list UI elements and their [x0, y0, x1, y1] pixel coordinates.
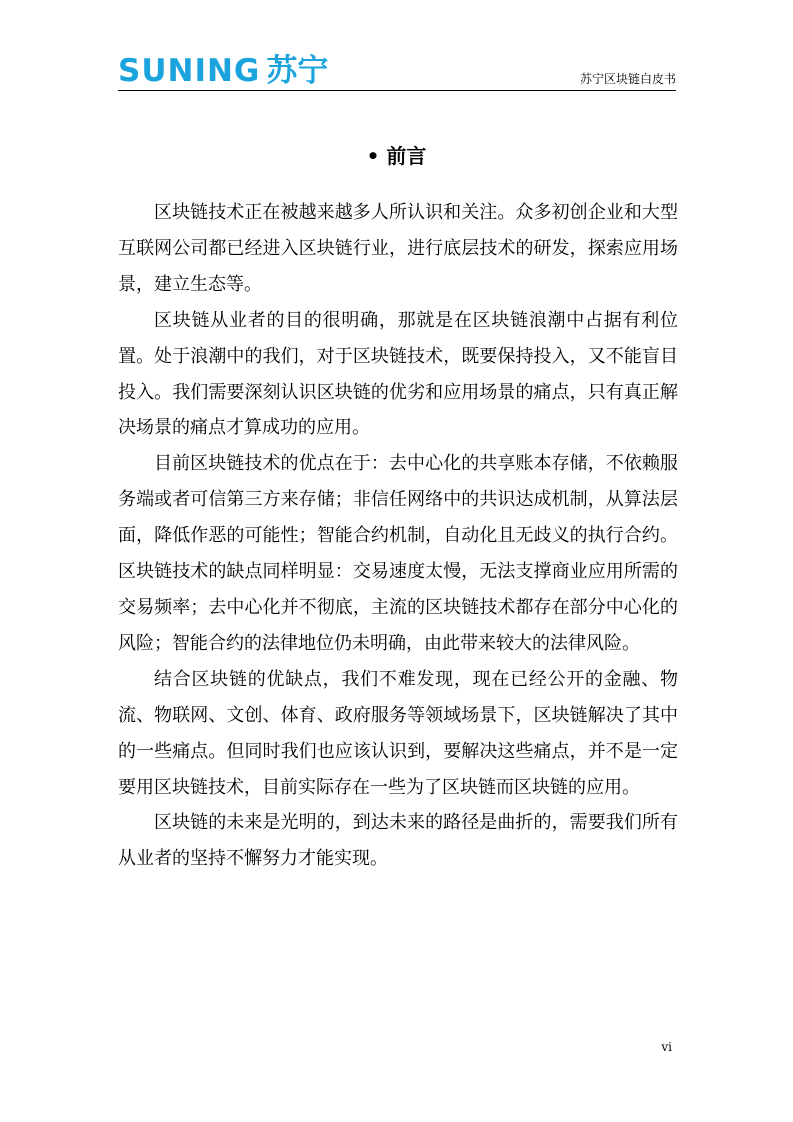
- paragraph: 结合区块链的优缺点，我们不难发现，现在已经公开的金融、物流、物联网、文创、体育、政府服务等领域场景下，区块链解决了其中的一些痛点。但同时我们也应该认识到，要解决这些痛点，并不是一定要用区块链技术，目前实际存在一些为了区块链而区块链的应用。: [118, 668, 678, 798]
- paragraph: 区块链的未来是光明的，到达未来的路径是曲折的，需要我们所有从业者的坚持不懈努力才能实现。: [118, 812, 678, 870]
- paragraph: 区块链从业者的目的很明确，那就是在区块链浪潮中占据有利位置。处于浪潮中的我们，对于区块链技术，既要保持投入，又不能盲目投入。我们需要深刻认识区块链的优劣和应用场景的痛点，只有真正解决场景的痛点才算成功的应用。: [118, 309, 678, 439]
- paragraph: 区块链技术正在被越来越多人所认识和关注。众多初创企业和大型互联网公司都已经进入区块链行业，进行底层技术的研发，探索应用场景，建立生态等。: [118, 202, 678, 295]
- page-number: vi: [661, 1040, 672, 1054]
- logo-text: SUNING: [118, 53, 261, 89]
- page-header: [118, 52, 676, 91]
- document-title: 苏宁区块链白皮书: [579, 72, 676, 86]
- logo-text-cn: 苏宁: [266, 53, 329, 89]
- suning-logo: [118, 54, 328, 88]
- body-content: [118, 195, 678, 877]
- paragraph: 目前区块链技术的优点在于：去中心化的共享账本存储，不依赖服务端或者可信第三方来存储；非信任网络中的共识达成机制，从算法层面，降低作恶的可能性；智能合约机制，自动化且无歧义的执行合约。区块链技术的缺点同样明显：交易速度太慢，无法支撑商业应用所需的交易频率；去中心化并不彻底，主流的区块链技术都存在部分中心化的风险；智能合约的法律地位仍未明确，由此带来较大的法律风险。: [118, 453, 678, 654]
- section-heading: • 前言: [366, 144, 427, 168]
